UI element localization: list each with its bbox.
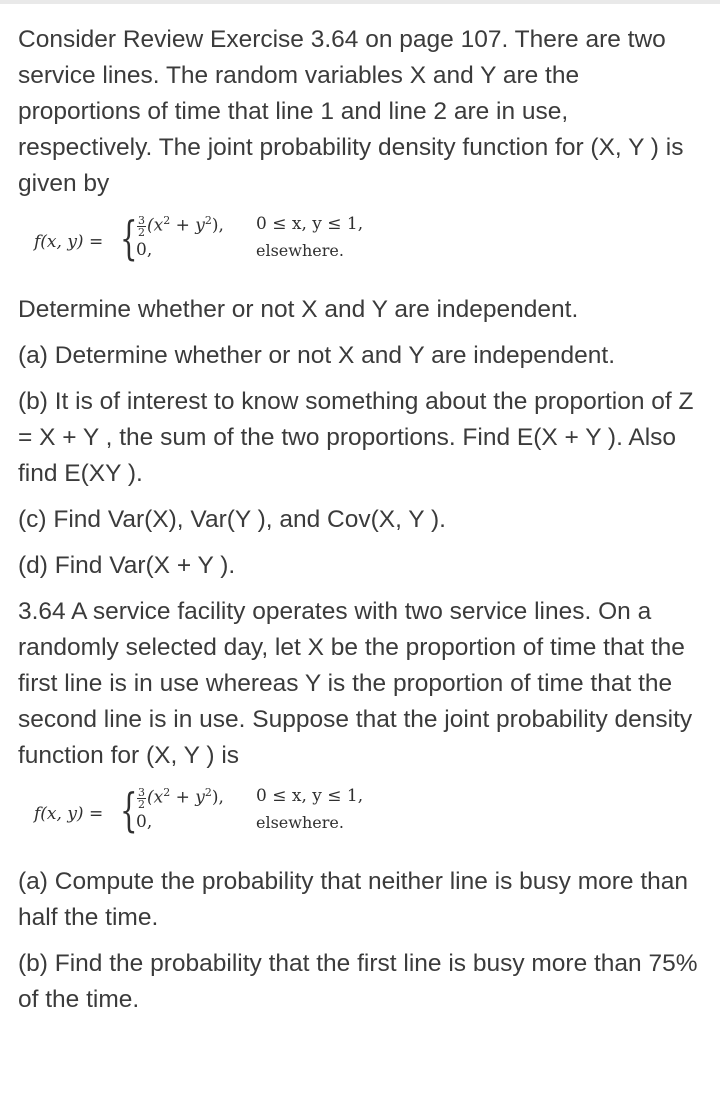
pdf-formula-1	[18, 212, 708, 286]
formula-brace: {	[120, 211, 138, 265]
formula-case-2: 0,	[136, 812, 153, 832]
formula-condition-2: elsewhere.	[256, 241, 344, 260]
intro-text: Consider Review Exercise 3.64 on page 107. There are two service lines. The random variables X and Y are the proportions of time that line 1 and line 2 are in use, respectively. The joint probability density function for (X, Y ) is given by	[18, 26, 684, 197]
question-d: (d) Find Var(X + Y ).	[18, 552, 236, 579]
formula-lhs: f(x, y) =	[34, 804, 104, 824]
formula-condition-2: elsewhere.	[256, 813, 344, 832]
formula-condition-1: 0 ≤ x, y ≤ 1,	[256, 786, 364, 806]
top-border	[0, 0, 720, 4]
formula-brace: {	[120, 783, 138, 837]
formula-case-1: $\frac{3}{2}$ $(x^2 + y^2)$,	[138, 785, 224, 811]
question-c: (c) Find Var(X), Var(Y ), and Cov(X, Y ).	[18, 506, 446, 533]
question-main: Determine whether or not X and Y are independent.	[18, 296, 579, 323]
question-a: (a) Determine whether or not X and Y are independent.	[18, 342, 615, 369]
formula-lhs: f(x, y) =	[34, 232, 104, 252]
formula-case-2: 0,	[136, 240, 153, 260]
formula-case-1: $\frac{3}{2}$ $(x^2 + y^2)$,	[138, 213, 224, 239]
review-exercise-text: 3.64 A service facility operates with two service lines. On a randomly selected day, let X be the proportion of time that the first line is in use whereas Y is the proportion of time that the second line is in use. Suppose that the joint probability density function for (X, Y ) is	[18, 598, 693, 769]
review-question-a: (a) Compute the probability that neither line is busy more than half the time.	[18, 868, 689, 931]
fraction: $\frac{3}{2}$	[138, 785, 145, 811]
fraction: $\frac{3}{2}$	[138, 213, 145, 239]
formula-condition-1: 0 ≤ x, y ≤ 1,	[256, 214, 364, 234]
question-body	[18, 22, 708, 1018]
pdf-formula-2	[18, 784, 708, 858]
question-b: (b) It is of interest to know something about the proportion of Z = X + Y , the sum of the two proportions. Find E(X + Y ). Also find E(XY ).	[18, 388, 694, 487]
review-question-b: (b) Find the probability that the first line is busy more than 75% of the time.	[18, 950, 698, 1013]
